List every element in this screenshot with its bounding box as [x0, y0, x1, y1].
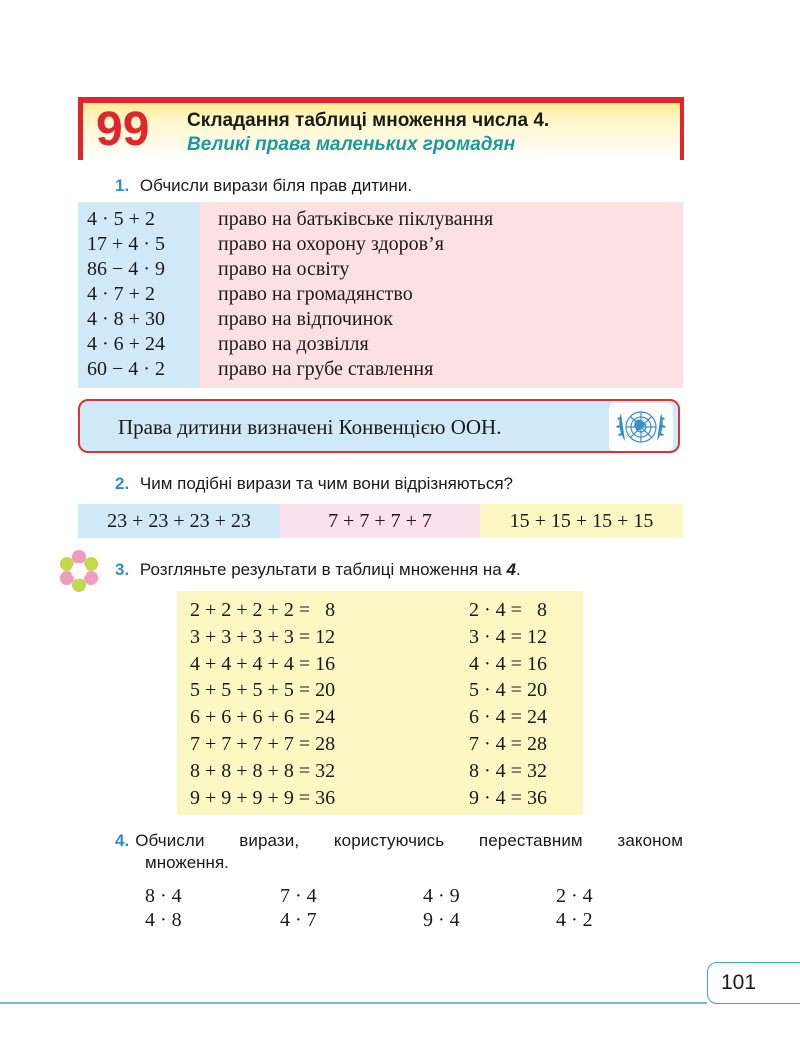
lesson-subtitle: Великі права маленьких громадян [187, 134, 516, 155]
flower-icon [55, 549, 103, 593]
task1-right: право на освіту [218, 258, 350, 280]
task4-column-2 [280, 884, 317, 932]
task1-expr: 4 · 5 + 2 [87, 208, 155, 230]
task1-expr: 17 + 4 · 5 [87, 233, 165, 255]
task3-text-bold: 4 [506, 560, 516, 579]
task3-product: 8 · 4 = 32 [469, 759, 547, 782]
task1-right: право на громадянство [218, 283, 413, 305]
task3-sums [190, 597, 335, 811]
task4-column-4 [556, 884, 593, 932]
task2-heading [115, 473, 513, 495]
task3-sum: 5 + 5 + 5 + 5 = 20 [190, 679, 336, 702]
task4-column-1 [145, 884, 182, 932]
task3-product: 3 · 4 = 12 [469, 625, 547, 648]
task3-product: 2 · 4 = 8 [469, 599, 547, 621]
task3-sum: 3 + 3 + 3 + 3 = 12 [190, 625, 336, 648]
footer-line [0, 1002, 707, 1004]
task4-expr: 9 · 4 [423, 909, 460, 931]
task1-expressions [87, 207, 165, 382]
task1-number: 1. [115, 176, 130, 195]
task4-heading [115, 830, 683, 874]
un-emblem-icon [609, 403, 673, 451]
lesson-title [187, 110, 549, 132]
task1-heading [115, 175, 412, 197]
header-red-border-right [680, 97, 684, 160]
task3-product: 5 · 4 = 20 [469, 679, 547, 702]
task3-heading [115, 559, 521, 581]
task4-column-3 [423, 884, 460, 932]
page-number: 101 [721, 971, 757, 994]
task2-number: 2. [115, 474, 130, 493]
task1-rights [218, 207, 493, 382]
task4-expr: 2 · 4 [556, 885, 593, 907]
task1-right: право на охорону здоров’я [218, 233, 444, 255]
task3-product: 4 · 4 = 16 [469, 652, 547, 675]
task1-expr: 4 · 6 + 24 [87, 333, 165, 355]
task2-expression-2: 7 + 7 + 7 + 7 [280, 504, 480, 538]
lesson-number: 99 [96, 103, 150, 156]
task3-products [469, 597, 547, 811]
task4-number: 4. [115, 831, 130, 850]
task3-text-end: . [515, 560, 521, 579]
header-red-border-left [78, 97, 83, 160]
task4-expr: 4 · 8 [145, 909, 182, 931]
task1-right: право на грубе ставлення [218, 358, 434, 380]
task4-expr: 4 · 2 [556, 909, 593, 931]
task2-expression-3: 15 + 15 + 15 + 15 [480, 504, 683, 538]
task4-text-line1: Обчисли вирази, користуючись переставним законом [135, 831, 683, 850]
task1-right: право на відпочинок [218, 308, 394, 330]
task1-expr: 4 · 7 + 2 [87, 283, 155, 305]
task1-right: право на батьківське піклування [218, 208, 494, 230]
task1-right: право на дозвілля [218, 333, 369, 355]
task3-sum: 8 + 8 + 8 + 8 = 32 [190, 759, 336, 782]
task1-expr: 60 − 4 · 2 [87, 358, 165, 380]
task1-text: Обчисли вирази біля прав дитини. [139, 176, 413, 195]
task3-sum: 2 + 2 + 2 + 2 = 8 [190, 599, 336, 621]
task1-expr: 86 − 4 · 9 [87, 258, 165, 280]
task4-expr: 4 · 9 [423, 885, 460, 907]
task3-sum: 6 + 6 + 6 + 6 = 24 [190, 706, 336, 729]
task2-expression-1: 23 + 23 + 23 + 23 [78, 504, 280, 538]
task2-text: Чим подібні вирази та чим вони відрізняються? [139, 474, 513, 493]
task3-sum: 4 + 4 + 4 + 4 = 16 [190, 652, 336, 675]
task1-expr: 4 · 8 + 30 [87, 308, 165, 330]
task4-expr: 4 · 7 [280, 909, 317, 931]
task4-expr: 8 · 4 [145, 885, 182, 907]
header-red-border-top [78, 97, 684, 103]
task3-product: 9 · 4 = 36 [469, 786, 547, 809]
task3-text: Розгляньте результати в таблиці множення на [139, 560, 507, 579]
task3-sum: 9 + 9 + 9 + 9 = 36 [190, 786, 336, 809]
un-convention-text: Права дитини визначені Конвенцією ООН. [118, 415, 502, 439]
task4-expr: 7 · 4 [280, 885, 317, 907]
task3-sum: 7 + 7 + 7 + 7 = 28 [190, 732, 336, 755]
task3-product: 6 · 4 = 24 [469, 706, 547, 729]
task3-number: 3. [115, 560, 130, 579]
lesson-title-text: Складання таблиці множення числа 4. [187, 110, 550, 131]
task4-text-line2: множення. [145, 853, 229, 872]
task3-product: 7 · 4 = 28 [469, 732, 547, 755]
